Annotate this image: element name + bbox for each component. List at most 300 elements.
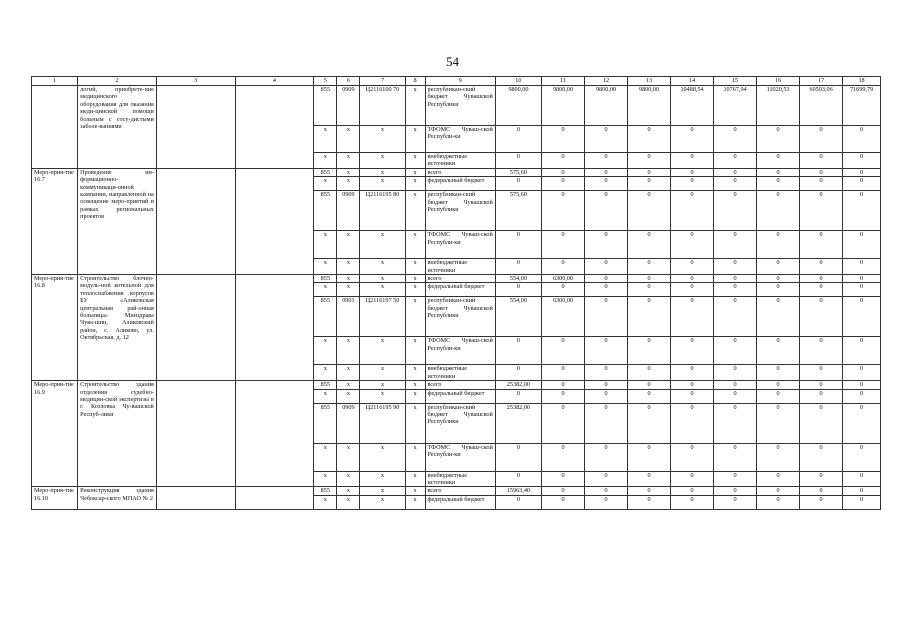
table-cell: 0: [541, 259, 584, 275]
table-cell: 0: [628, 177, 671, 191]
table-cell: 0: [671, 389, 714, 403]
table-cell: 0: [541, 153, 584, 169]
table-cell: 15963,40: [495, 487, 541, 495]
empty-cell: [235, 487, 314, 509]
table-cell: 0909: [337, 86, 360, 126]
table-cell: 0: [800, 283, 843, 297]
table-cell: 0: [671, 126, 714, 153]
table-cell: 0: [714, 443, 757, 471]
table-cell: 0: [671, 337, 714, 365]
table-cell: 0: [800, 337, 843, 365]
table-cell: 0: [541, 403, 584, 443]
header-cell: 17: [800, 77, 843, 86]
table-cell: 0: [628, 231, 671, 259]
table-cell: 0: [541, 389, 584, 403]
table-cell: 0: [628, 297, 671, 337]
header-cell: 11: [541, 77, 584, 86]
funding-source: республикан-ский бюджет Чувашской Республики: [425, 297, 495, 337]
table-cell: х: [314, 283, 337, 297]
table-cell: х: [314, 471, 337, 487]
table-cell: 0: [628, 403, 671, 443]
table-cell: 0: [714, 471, 757, 487]
table-cell: 0: [757, 389, 800, 403]
table-cell: 0: [585, 283, 628, 297]
table-cell: х: [337, 283, 360, 297]
table-cell: 0: [714, 487, 757, 495]
table-cell: 0: [757, 471, 800, 487]
table-cell: 0: [757, 126, 800, 153]
header-cell: 16: [757, 77, 800, 86]
page-number: 54: [446, 54, 459, 69]
table-cell: 0: [800, 495, 843, 509]
table-cell: 0: [628, 381, 671, 389]
table-cell: х: [360, 283, 405, 297]
funding-source: ТФОМС Чуваш-ской Республи-ки: [425, 231, 495, 259]
table-cell: 0: [671, 283, 714, 297]
table-cell: 0: [843, 337, 881, 365]
funding-source: внебюджетные источники: [425, 471, 495, 487]
table-cell: 855: [314, 191, 337, 231]
table-cell: 60503,06: [800, 86, 843, 126]
funding-source: республикан-ский бюджет Чувашской Республики: [425, 191, 495, 231]
table-cell: х: [360, 168, 405, 176]
table-cell: 0: [843, 275, 881, 283]
header-cell: 9: [425, 77, 495, 86]
table-cell: х: [360, 381, 405, 389]
table-cell: 0: [628, 153, 671, 169]
table-cell: х: [337, 365, 360, 381]
table-cell: 25382,00: [495, 403, 541, 443]
table-row: [32, 381, 881, 389]
table-cell: 0: [800, 275, 843, 283]
table-cell: 0: [757, 168, 800, 176]
table-cell: 0: [541, 337, 584, 365]
table-cell: 0: [800, 403, 843, 443]
table-cell: х: [337, 487, 360, 495]
table-cell: 0: [495, 443, 541, 471]
header-cell: 18: [843, 77, 881, 86]
table-cell: 0: [800, 471, 843, 487]
header-cell: 2: [78, 77, 157, 86]
table-cell: 0: [671, 403, 714, 443]
table-cell: х: [360, 471, 405, 487]
table-cell: 0: [714, 259, 757, 275]
table-cell: 0: [800, 168, 843, 176]
table-cell: х: [360, 337, 405, 365]
table-cell: х: [337, 443, 360, 471]
empty-cell: [156, 487, 235, 509]
table-cell: 0: [714, 191, 757, 231]
funding-source: республикан-ский бюджет Чувашской Республики: [425, 403, 495, 443]
table-cell: 9800,00: [585, 86, 628, 126]
table-cell: 0: [843, 168, 881, 176]
table-cell: 0: [585, 126, 628, 153]
table-cell: 0: [585, 177, 628, 191]
table-cell: 0: [800, 231, 843, 259]
measure-id: Меро-прия-тие 16.10: [32, 487, 78, 509]
header-cell: 10: [495, 77, 541, 86]
table-cell: 0: [714, 495, 757, 509]
table-cell: х: [314, 259, 337, 275]
table-cell: х: [405, 283, 425, 297]
table-cell: 0: [671, 153, 714, 169]
measure-name: Строительство блочно-модуль-ной котельной для теплоснабжения корпусов БУ «Аликовская центральная рай-онная больница» Минздрава Чува-шии, Аликовский район, с. Аликово, ул. Октябрьская, д. 12: [78, 275, 157, 381]
table-cell: 0: [585, 389, 628, 403]
table-cell: 6300,00: [541, 297, 584, 337]
table-cell: х: [405, 275, 425, 283]
table-cell: 0: [714, 283, 757, 297]
table-cell: 0: [495, 126, 541, 153]
table-cell: 0: [541, 495, 584, 509]
table-cell: 0: [757, 337, 800, 365]
table-cell: х: [337, 231, 360, 259]
table-cell: 0: [495, 153, 541, 169]
table-cell: х: [337, 259, 360, 275]
table-cell: 0: [757, 283, 800, 297]
table-cell: 0: [800, 443, 843, 471]
header-cell: 3: [156, 77, 235, 86]
table-cell: 0: [628, 495, 671, 509]
table-cell: х: [314, 177, 337, 191]
table-cell: 0: [541, 126, 584, 153]
table-cell: 0: [800, 381, 843, 389]
header-cell: 4: [235, 77, 314, 86]
funding-source: внебюджетные источники: [425, 259, 495, 275]
table-row: [32, 86, 881, 126]
table-cell: х: [405, 337, 425, 365]
table-cell: 0: [843, 259, 881, 275]
budget-table: [31, 76, 881, 510]
table-cell: х: [405, 443, 425, 471]
empty-cell: [235, 275, 314, 381]
table-cell: 0: [800, 177, 843, 191]
table-cell: 0: [800, 487, 843, 495]
table-cell: х: [405, 487, 425, 495]
table-cell: 0: [585, 403, 628, 443]
table-cell: Ц2116100 70: [360, 86, 405, 126]
table-cell: х: [405, 403, 425, 443]
measure-id: Меро-прия-тие 16.8: [32, 275, 78, 381]
table-cell: 0: [585, 168, 628, 176]
table-cell: 0: [585, 365, 628, 381]
table-cell: 0: [628, 126, 671, 153]
table-cell: 0: [843, 177, 881, 191]
table-cell: 0: [843, 365, 881, 381]
table-cell: 0: [671, 231, 714, 259]
table-cell: х: [314, 443, 337, 471]
header-cell: 12: [585, 77, 628, 86]
funding-source: федеральный бюджет: [425, 283, 495, 297]
header-cell: 15: [714, 77, 757, 86]
table-cell: 0: [714, 389, 757, 403]
table-cell: х: [337, 495, 360, 509]
table-cell: 0: [495, 337, 541, 365]
table-cell: 0: [541, 471, 584, 487]
measure-name: Проведение ин-формационно-коммуникаци-онной кампании, направленной на освещение меро-приятий в рамках региональных проектов: [78, 168, 157, 274]
table-cell: 11020,53: [757, 86, 800, 126]
table-cell: 0: [843, 231, 881, 259]
table-cell: 0: [495, 231, 541, 259]
table-cell: х: [314, 495, 337, 509]
table-cell: 0: [628, 389, 671, 403]
table-cell: 0: [585, 231, 628, 259]
measure-id: [32, 86, 78, 169]
funding-source: внебюджетные источники: [425, 365, 495, 381]
table-cell: 0: [714, 168, 757, 176]
funding-source: федеральный бюджет: [425, 177, 495, 191]
table-cell: 0: [541, 177, 584, 191]
funding-source: внебюджетные источники: [425, 153, 495, 169]
table-cell: 0: [714, 275, 757, 283]
table-cell: 0: [714, 337, 757, 365]
table-cell: 0: [585, 487, 628, 495]
table-cell: 0901: [337, 297, 360, 337]
table-cell: 0: [541, 191, 584, 231]
table-cell: х: [337, 126, 360, 153]
measure-name: Строительство здания отделения судебно-медицин-ской экспертизы в г. Козловка Чу-вашской Респуб-лики: [78, 381, 157, 487]
table-cell: 0: [714, 177, 757, 191]
table-cell: 0: [585, 381, 628, 389]
table-cell: Ц2116195 90: [360, 403, 405, 443]
table-cell: 0: [628, 259, 671, 275]
table-cell: 0: [757, 231, 800, 259]
table-cell: 0: [843, 297, 881, 337]
table-cell: 0: [800, 389, 843, 403]
table-cell: х: [314, 126, 337, 153]
header-cell: 13: [628, 77, 671, 86]
table-cell: 0: [628, 191, 671, 231]
table-cell: 0: [585, 337, 628, 365]
empty-cell: [156, 86, 235, 169]
table-cell: 0: [541, 365, 584, 381]
table-cell: 0: [843, 389, 881, 403]
table-cell: 0909: [337, 191, 360, 231]
table-cell: 10488,54: [671, 86, 714, 126]
table-cell: х: [360, 389, 405, 403]
table-cell: 6300,00: [541, 275, 584, 283]
empty-cell: [235, 381, 314, 487]
table-cell: х: [360, 231, 405, 259]
funding-source: федеральный бюджет: [425, 495, 495, 509]
table-cell: 9800,00: [628, 86, 671, 126]
table-cell: х: [360, 153, 405, 169]
table-cell: 0: [628, 365, 671, 381]
table-cell: 554,00: [495, 297, 541, 337]
table-row: [32, 168, 881, 176]
table-cell: 0: [541, 283, 584, 297]
table-cell: х: [360, 443, 405, 471]
table-cell: 0: [757, 275, 800, 283]
table-cell: 0: [843, 191, 881, 231]
table-cell: 0: [585, 471, 628, 487]
funding-source: ТФОМС Чуваш-ской Республи-ки: [425, 337, 495, 365]
table-cell: х: [337, 177, 360, 191]
table-cell: 0: [628, 471, 671, 487]
table-cell: 0: [495, 471, 541, 487]
table-cell: 0: [495, 259, 541, 275]
table-cell: х: [405, 365, 425, 381]
table-cell: 855: [314, 168, 337, 176]
table-cell: 575,60: [495, 168, 541, 176]
table-cell: 0: [800, 259, 843, 275]
table-cell: 0: [671, 365, 714, 381]
empty-cell: [235, 86, 314, 169]
table-row: [32, 275, 881, 283]
table-cell: Ц2116195 80: [360, 191, 405, 231]
table-cell: 0: [757, 487, 800, 495]
table-cell: 0: [585, 275, 628, 283]
table-cell: х: [405, 259, 425, 275]
empty-cell: [156, 275, 235, 381]
empty-cell: [235, 168, 314, 274]
table-cell: х: [337, 337, 360, 365]
table-cell: 575,60: [495, 191, 541, 231]
table-cell: 0: [671, 297, 714, 337]
table-cell: 0: [800, 297, 843, 337]
table-cell: х: [337, 153, 360, 169]
table-cell: 0: [585, 443, 628, 471]
table-cell: 554,00: [495, 275, 541, 283]
table-cell: х: [337, 381, 360, 389]
table-cell: х: [405, 86, 425, 126]
table-cell: 0: [714, 381, 757, 389]
table-cell: 0: [843, 126, 881, 153]
table-cell: 0: [714, 126, 757, 153]
table-cell: 0: [541, 168, 584, 176]
header-cell: 5: [314, 77, 337, 86]
table-cell: х: [360, 126, 405, 153]
table-cell: 0: [714, 297, 757, 337]
table-cell: 0: [757, 403, 800, 443]
table-cell: 0: [585, 259, 628, 275]
table-cell: 0: [800, 126, 843, 153]
table-cell: 0: [757, 381, 800, 389]
table-cell: 0: [495, 177, 541, 191]
table-cell: 0: [628, 168, 671, 176]
table-cell: х: [405, 231, 425, 259]
table-cell: х: [360, 487, 405, 495]
table-cell: 9800,00: [541, 86, 584, 126]
table-cell: 855: [314, 487, 337, 495]
funding-source: ТФОМС Чуваш-ской Республи-ки: [425, 126, 495, 153]
table-cell: х: [405, 177, 425, 191]
funding-source: всего: [425, 381, 495, 389]
table-cell: 0: [757, 443, 800, 471]
header-cell: 14: [671, 77, 714, 86]
table-cell: 0: [843, 471, 881, 487]
table-cell: 0: [757, 259, 800, 275]
table-cell: х: [405, 153, 425, 169]
table-cell: х: [314, 389, 337, 403]
table-cell: 9800,00: [495, 86, 541, 126]
table-cell: 0: [495, 365, 541, 381]
header-cell: 7: [360, 77, 405, 86]
header-cell: 6: [337, 77, 360, 86]
table-cell: 0: [671, 191, 714, 231]
table-cell: х: [314, 153, 337, 169]
table-cell: 0: [628, 275, 671, 283]
table-cell: 855: [314, 86, 337, 126]
table-cell: х: [360, 275, 405, 283]
table-cell: 0: [671, 259, 714, 275]
table-cell: 0: [628, 283, 671, 297]
table-cell: х: [337, 168, 360, 176]
table-body: [32, 77, 881, 510]
table-cell: 0: [628, 443, 671, 471]
table-cell: 855: [314, 403, 337, 443]
table-cell: 855: [314, 275, 337, 283]
table-cell: х: [314, 365, 337, 381]
header-row: [32, 77, 881, 86]
table-cell: 0: [800, 153, 843, 169]
table-cell: х: [337, 471, 360, 487]
table-cell: х: [337, 389, 360, 403]
table-cell: х: [405, 126, 425, 153]
table-cell: 0: [671, 443, 714, 471]
header-cell: 1: [32, 77, 78, 86]
table-cell: 0: [671, 471, 714, 487]
table-cell: х: [405, 495, 425, 509]
table-cell: х: [360, 495, 405, 509]
funding-source: федеральный бюджет: [425, 389, 495, 403]
table-cell: 0: [495, 283, 541, 297]
table-cell: х: [360, 259, 405, 275]
table-cell: 0909: [337, 403, 360, 443]
table-cell: х: [314, 337, 337, 365]
table-cell: Ц2116197 50: [360, 297, 405, 337]
table-cell: 0: [843, 443, 881, 471]
table-cell: 0: [495, 389, 541, 403]
table-cell: 0: [541, 487, 584, 495]
table-cell: 0: [714, 153, 757, 169]
table-cell: 0: [800, 365, 843, 381]
table-cell: 0: [541, 381, 584, 389]
table-cell: 0: [843, 153, 881, 169]
table-cell: х: [405, 168, 425, 176]
table-cell: 0: [757, 495, 800, 509]
table-cell: 0: [671, 275, 714, 283]
table-cell: 0: [585, 153, 628, 169]
funding-source: всего: [425, 168, 495, 176]
measure-id: Меро-прия-тие 16.7: [32, 168, 78, 274]
table-cell: 0: [585, 297, 628, 337]
table-cell: 0: [541, 443, 584, 471]
table-cell: 0: [671, 495, 714, 509]
table-cell: 855: [314, 297, 337, 337]
table-cell: 0: [800, 191, 843, 231]
table-cell: 0: [843, 495, 881, 509]
table-cell: 0: [628, 487, 671, 495]
funding-source: ТФОМС Чуваш-ской Республи-ки: [425, 443, 495, 471]
table-cell: 0: [757, 153, 800, 169]
table-cell: 0: [757, 177, 800, 191]
table-cell: 0: [757, 191, 800, 231]
table-cell: 0: [671, 177, 714, 191]
table-cell: 25382,00: [495, 381, 541, 389]
table-cell: 0: [541, 231, 584, 259]
measure-id: Меро-прия-тие 16.9: [32, 381, 78, 487]
table-cell: 0: [671, 381, 714, 389]
table-cell: 0: [714, 403, 757, 443]
funding-source: республикан-ский бюджет Чувашской Республики: [425, 86, 495, 126]
table-cell: 0: [628, 337, 671, 365]
header-cell: 8: [405, 77, 425, 86]
table-cell: 0: [843, 487, 881, 495]
table-cell: 10767,94: [714, 86, 757, 126]
table-cell: х: [405, 191, 425, 231]
table-cell: 0: [843, 381, 881, 389]
table-cell: 0: [495, 495, 541, 509]
